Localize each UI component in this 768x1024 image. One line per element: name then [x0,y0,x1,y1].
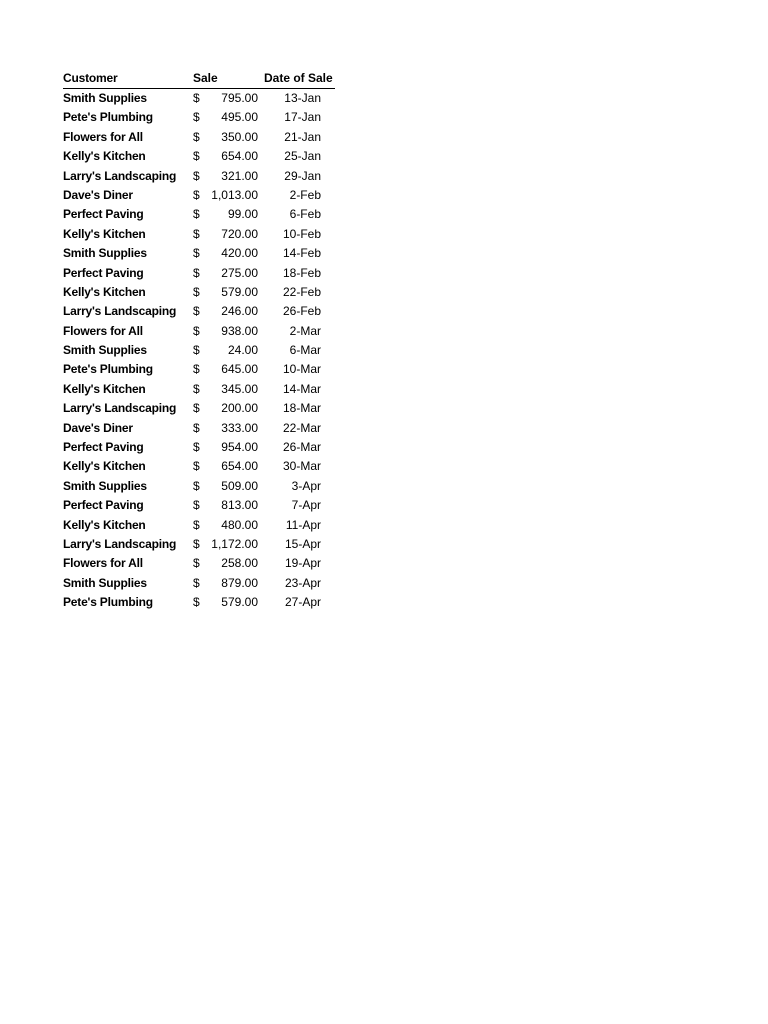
date-of-sale-cell: 29-Jan [284,168,321,183]
customer-cell: Larry's Landscaping [63,168,177,183]
sale-amount-cell: 645.00 [221,362,258,377]
currency-symbol: $ [193,381,200,396]
currency-symbol: $ [193,498,200,513]
table-row [63,477,335,496]
currency-symbol: $ [193,575,200,590]
sale-amount-cell: 200.00 [221,401,258,416]
currency-symbol: $ [193,595,200,610]
customer-cell: Perfect Paving [63,265,144,280]
sale-amount-cell: 420.00 [221,246,258,261]
table-row [63,283,335,302]
table-row [63,225,335,244]
table-header-row [63,69,335,89]
currency-symbol: $ [193,149,200,164]
table-row [63,341,335,360]
date-of-sale-cell: 15-Apr [284,536,321,551]
table-row [63,244,335,263]
currency-symbol: $ [193,517,200,532]
currency-symbol: $ [193,168,200,183]
table-row [63,128,335,147]
customer-cell: Dave's Diner [63,420,133,435]
customer-cell: Kelly's Kitchen [63,381,146,396]
customer-cell: Perfect Paving [63,440,144,455]
date-of-sale-cell: 26-Feb [282,304,321,319]
customer-cell: Dave's Diner [63,187,133,202]
sale-amount-cell: 579.00 [221,284,258,299]
currency-symbol: $ [193,440,200,455]
table-row [63,516,335,535]
date-of-sale-cell: 30-Mar [282,459,321,474]
currency-symbol: $ [193,401,200,416]
date-of-sale-cell: 6-Feb [289,207,321,222]
table-row [63,302,335,321]
date-of-sale-cell: 10-Feb [282,226,321,241]
sale-amount-cell: 1,013.00 [211,187,258,202]
currency-symbol: $ [193,478,200,493]
customer-cell: Pete's Plumbing [63,110,153,125]
date-of-sale-cell: 11-Apr [285,517,321,532]
currency-symbol: $ [193,129,200,144]
customer-cell: Smith Supplies [63,343,147,358]
table-row [63,108,335,127]
sale-amount-cell: 795.00 [221,91,258,105]
sale-amount-cell: 333.00 [221,420,258,435]
date-of-sale-cell: 25-Jan [284,149,321,164]
sale-amount-cell: 495.00 [221,110,258,125]
sale-amount-cell: 246.00 [221,304,258,319]
currency-symbol: $ [193,536,200,551]
customer-cell: Perfect Paving [63,498,144,513]
customer-cell: Smith Supplies [63,478,147,493]
date-of-sale-cell: 19-Apr [284,556,321,571]
currency-symbol: $ [193,459,200,474]
date-of-sale-cell: 18-Feb [282,265,321,280]
date-of-sale-cell: 10-Mar [282,362,321,377]
customer-cell: Smith Supplies [63,575,147,590]
date-of-sale-cell: 13-Jan [284,91,321,105]
date-of-sale-cell: 2-Mar [289,323,321,338]
date-of-sale-cell: 17-Jan [284,110,321,125]
table-row [63,360,335,379]
table-row [63,574,335,593]
currency-symbol: $ [193,265,200,280]
date-of-sale-cell: 22-Feb [282,284,321,299]
currency-symbol: $ [193,246,200,261]
sale-amount-cell: 480.00 [221,517,258,532]
table-row [63,167,335,186]
sale-amount-cell: 99.00 [227,207,258,222]
customer-cell: Flowers for All [63,129,143,144]
date-of-sale-cell: 14-Feb [282,246,321,261]
sale-amount-cell: 938.00 [221,323,258,338]
table-row [63,380,335,399]
table-row [63,147,335,166]
date-of-sale-cell: 27-Apr [284,595,321,610]
currency-symbol: $ [193,110,200,125]
header-customer: Customer [63,70,118,85]
customer-cell: Kelly's Kitchen [63,226,146,241]
sale-amount-cell: 509.00 [221,478,258,493]
sale-amount-cell: 579.00 [221,595,258,610]
customer-cell: Perfect Paving [63,207,144,222]
currency-symbol: $ [193,556,200,571]
customer-cell: Larry's Landscaping [63,304,177,319]
sale-amount-cell: 24.00 [227,343,258,358]
customer-cell: Kelly's Kitchen [63,459,146,474]
header-date-of-sale: Date of Sale [264,70,333,85]
currency-symbol: $ [193,323,200,338]
currency-symbol: $ [193,284,200,299]
currency-symbol: $ [193,91,200,105]
sale-amount-cell: 275.00 [221,265,258,280]
table-body [63,89,335,613]
sale-amount-cell: 345.00 [221,381,258,396]
sale-amount-cell: 720.00 [221,226,258,241]
date-of-sale-cell: 22-Mar [282,420,321,435]
table-row [63,322,335,341]
currency-symbol: $ [193,207,200,222]
sales-table [63,69,335,613]
date-of-sale-cell: 26-Mar [282,440,321,455]
currency-symbol: $ [193,343,200,358]
customer-cell: Pete's Plumbing [63,595,153,610]
sale-amount-cell: 654.00 [221,459,258,474]
table-row [63,264,335,283]
currency-symbol: $ [193,226,200,241]
date-of-sale-cell: 23-Apr [284,575,321,590]
currency-symbol: $ [193,362,200,377]
table-row [63,186,335,205]
date-of-sale-cell: 3-Apr [291,478,321,493]
currency-symbol: $ [193,187,200,202]
date-of-sale-cell: 6-Mar [289,343,321,358]
sale-amount-cell: 350.00 [221,129,258,144]
customer-cell: Flowers for All [63,323,143,338]
date-of-sale-cell: 18-Mar [282,401,321,416]
customer-cell: Smith Supplies [63,91,147,105]
sale-amount-cell: 321.00 [221,168,258,183]
table-row [63,457,335,476]
customer-cell: Kelly's Kitchen [63,149,146,164]
customer-cell: Larry's Landscaping [63,536,177,551]
customer-cell: Kelly's Kitchen [63,517,146,532]
date-of-sale-cell: 2-Feb [289,187,321,202]
table-row [63,496,335,515]
table-row [63,438,335,457]
sale-amount-cell: 654.00 [221,149,258,164]
sale-amount-cell: 1,172.00 [211,536,258,551]
sale-amount-cell: 813.00 [221,498,258,513]
date-of-sale-cell: 21-Jan [284,129,321,144]
sale-amount-cell: 879.00 [221,575,258,590]
customer-cell: Smith Supplies [63,246,147,261]
table-row [63,554,335,573]
date-of-sale-cell: 7-Apr [291,498,321,513]
header-sale: Sale [193,70,218,85]
sale-amount-cell: 954.00 [221,440,258,455]
table-row [63,535,335,554]
currency-symbol: $ [193,420,200,435]
customer-cell: Kelly's Kitchen [63,284,146,299]
customer-cell: Larry's Landscaping [63,401,177,416]
table-row [63,419,335,438]
date-of-sale-cell: 14-Mar [282,381,321,396]
customer-cell: Pete's Plumbing [63,362,153,377]
sale-amount-cell: 258.00 [221,556,258,571]
table-row [63,89,335,108]
currency-symbol: $ [193,304,200,319]
table-row [63,205,335,224]
customer-cell: Flowers for All [63,556,143,571]
table-row [63,399,335,418]
table-row [63,593,335,612]
